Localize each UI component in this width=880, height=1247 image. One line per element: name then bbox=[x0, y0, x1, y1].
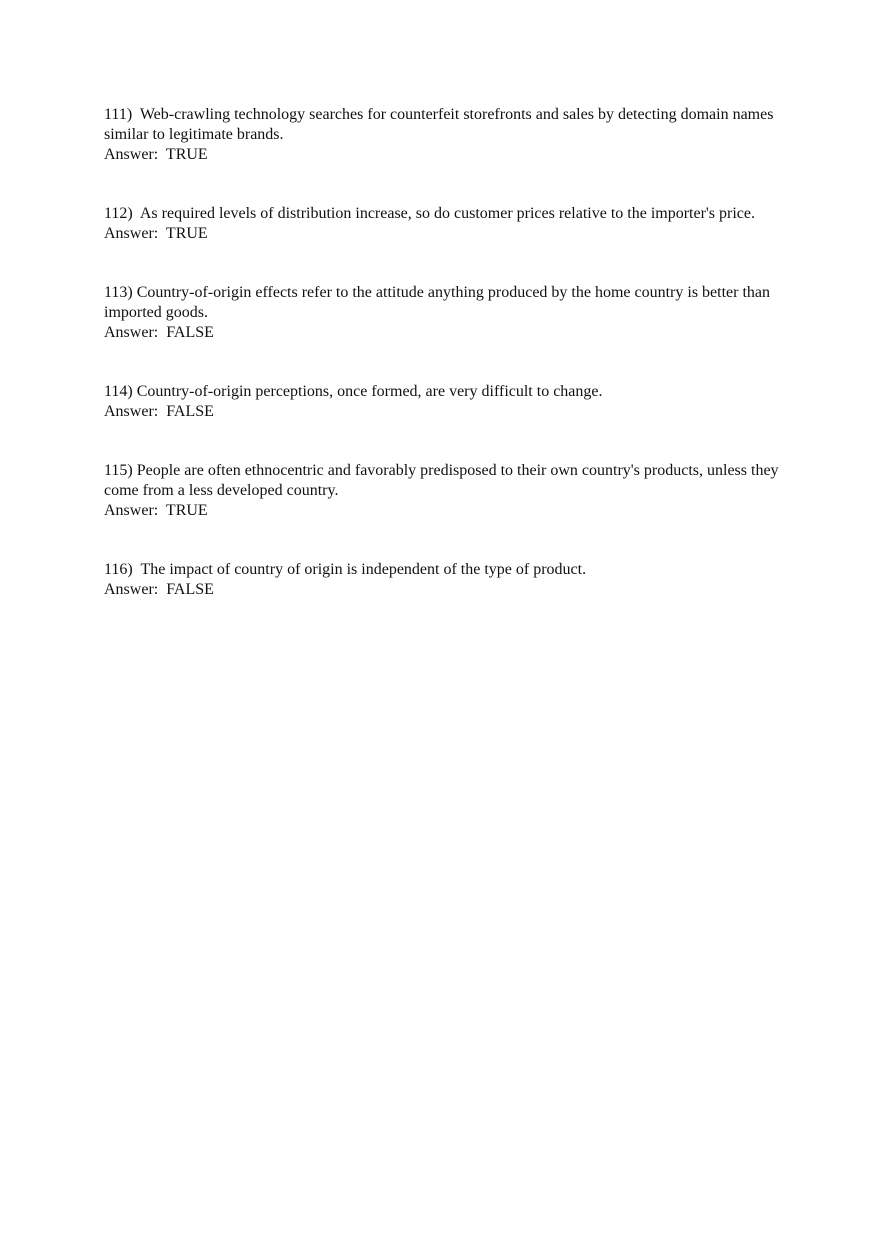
question-item-114 bbox=[104, 382, 784, 422]
answer-text: Answer: TRUE bbox=[104, 502, 208, 519]
question-text: 112) As required levels of distribution increase, so do customer prices relative to the importer's price. bbox=[104, 205, 755, 222]
answer-text: Answer: TRUE bbox=[104, 225, 208, 242]
question-item-115 bbox=[104, 461, 784, 521]
question-item-111 bbox=[104, 105, 784, 165]
answer-text: Answer: FALSE bbox=[104, 403, 214, 420]
question-text: 115) People are often ethnocentric and favorably predisposed to their own country's products, unless they come from a less developed country. bbox=[104, 462, 783, 499]
question-item-112 bbox=[104, 204, 784, 244]
answer-text: Answer: FALSE bbox=[104, 581, 214, 598]
question-item-116 bbox=[104, 560, 784, 600]
answer-text: Answer: FALSE bbox=[104, 324, 214, 341]
question-text: 114) Country-of-origin perceptions, once formed, are very difficult to change. bbox=[104, 383, 603, 400]
question-item-113 bbox=[104, 283, 784, 343]
question-text: 111) Web-crawling technology searches for counterfeit storefronts and sales by detecting domain names similar to legitimate brands. bbox=[104, 106, 778, 143]
question-text: 116) The impact of country of origin is independent of the type of product. bbox=[104, 561, 587, 578]
question-list bbox=[104, 105, 784, 639]
answer-text: Answer: TRUE bbox=[104, 146, 208, 163]
question-text: 113) Country-of-origin effects refer to the attitude anything produced by the home country is better than imported goods. bbox=[104, 284, 775, 321]
